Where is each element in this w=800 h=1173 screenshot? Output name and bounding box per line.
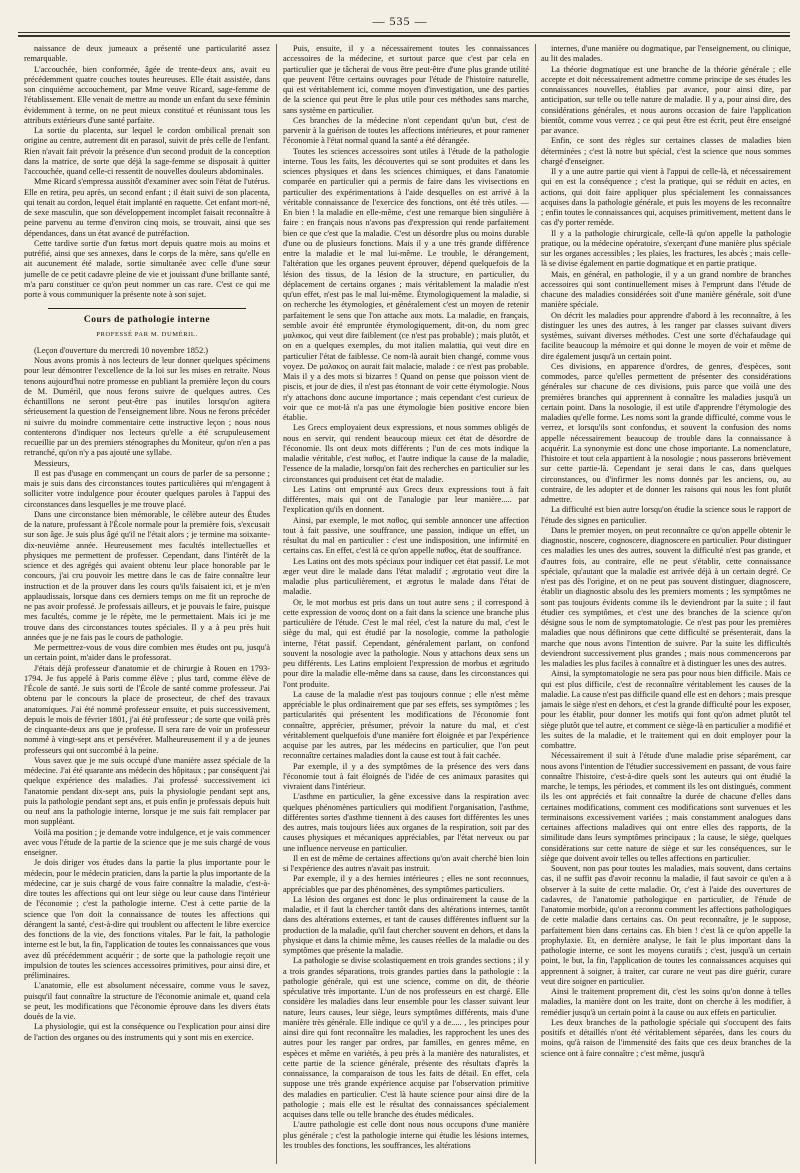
paragraph: Il est pas d'usage en commençant un cours de parler de sa personne ; mais je suis dans des circonstances toutes particulières qui m'engagent à solliciter votre indulgence pour écouter quelques paroles à l'appui des circonstances dans lesquelles je me trouve placé. <box>24 468 270 509</box>
paragraph: Il en est de même de certaines affections qu'on avait cherché bien loin si l'expérience des autres n'avait pas instruit. <box>283 853 529 873</box>
column-2 <box>283 44 529 1164</box>
paragraph: Les deux branches de la pathologie spéciale qui s'occupent des faits positifs et détaillés n'ont été véritablement séparées, dans les cours du moins, qu'à raison de l'immensité des faits que ces deux branches de la science ont à faire connaître ; c'est même, jusqu'à <box>541 1017 791 1058</box>
column-separator <box>276 44 277 1164</box>
paragraph: Il y a la pathologie chirurgicale, celle-là qu'on appelle la pathologie pratique, ou la médecine opératoire, s'exerçant d'une manière plus spéciale sur les organes accessibles ; les plaies, les fractures, les abcès ; mais celle-là se divise également en partie dogmatique et en partie pratique. <box>541 228 791 269</box>
paragraph: Ainsi le traitement proprement dit, c'est les soins qu'on donne à telles maladies, la manière dont on les traite, dont on cherche à les modifier, à remédier jusqu'à un certain point à la cause ou aux effets en particulier. <box>541 987 791 1017</box>
paragraph: Il y a une autre partie qui vient à l'appui de celle-là, et nécessairement qui en est la conséquence ; c'est la pratique, qui se réduit en actes, en actions, qui doit faire appliquer plus spécialement les connaissances acquises dans la pathologie générale, et puis les moyens de les reconnaître ; enfin toutes le connaissances qui, acquises primitivement, mettent dans le cas d'y porter remède. <box>541 167 791 228</box>
paragraph: La théorie dogmatique est une branche de la théorie générale ; elle accepte et doit nécessairement admettre comme principe de ses études les connaissances nouvelles, établies par avance, pour ainsi dire, par anticipation, sur telle ou telle nature de maladie. Il y a, pour ainsi dire, des considérations générales, et nous aurons occasion de faire l'application bientôt, comme vous verrez ; ce qui peut être est écrit, peut être enseigné par avance. <box>541 64 791 135</box>
paragraph: La lésion des organes est donc le plus ordinairement la cause de la maladie, et il faut la chercher tantôt dans des altérations internes, tantôt dans des altérations externes, et tant de causes différentes influent sur la production de la maladie, qu'il faut chercher souvent en dehors, et dans la physique et dans la chimie même, les causes réelles de la maladie ou des symptômes que présente la maladie. <box>283 894 529 955</box>
column-separator <box>535 44 536 1164</box>
paragraph: internes, d'une manière ou dogmatique, par l'enseignement, ou clinique, au lit des malades. <box>541 44 791 64</box>
paragraph: Ces branches de la médecine n'ont cependant qu'un but, c'est de parvenir à la guérison de toutes les affections intérieures, et pour ramener l'économie à l'état normal quand la santé a été dérangée. <box>283 115 529 146</box>
paragraph: J'étais déjà professeur d'anatomie et de chirurgie à Rouen en 1793-1794. Je fus appelé à Paris comme élève ; plus tard, comme élève de l'École de santé. Je suis sorti de l'École de santé comme professeur. J'ai obtenu par le concours la place de prosecteur, de chef des travaux anatomiques. J'ai été nommé professeur ensuite, et puis successivement, depuis le mois de février 1801, j'ai été professeur ; de sorte que voilà près de cinquante-deux ans que je professe. Il sera rare de voir un professeur nommé à vingt-sept ans et persévérer. Malheureusement il y a de jeunes professeurs qui ont succombé à la peine. <box>24 663 270 755</box>
paragraph: Nécessairement il suit à l'étude d'une maladie prise séparément, car nous avons l'intention de l'étudier successivement en passant, de vous faire connaître l'histoire, c'est-à-dire quels sont les auteurs qui ont étudié la marche, le temps, les périodes, et comment ils les ont distingués, comment ils les ont appréciés et fait connaître la durée de chacune d'elles dans certaines modifications, comment ces modifications sont survenues et les terminaisons excessivement variées ; mais constamment analogues dans certaines affections maladives qui ont entre elles des rapports, de la similitude dans leurs symptômes principaux ; la cause, le siège, quelques considérations sur cette nature de siège et sur les conséquences, sur le siège que doivent avoir telles ou telles affections en particulier. <box>541 751 791 863</box>
paragraph: La pathologie se divise scolastiquement en trois grandes sections ; il y a trois grandes séparations, trois grandes parties dans la pathologie : la pathologie générale, qui est une science, comme on dit, de théorie spéculative très importante. L'un de nos professeurs en est chargé. Elle considère les maladies dans leur ensemble pour les classer suivant leur nature, leurs causes, leur siège, leurs symptômes différents, mais d'une manière très générale. Elle indique ce qu'il y a de..... , les principes pour ainsi dire qui font reconnaître les maladies, les rapprochent les unes des autres pour les ranger par ordres, par familles, en genres même, en espèces et même en variétés, à peu près à la manière des naturalistes, et cette partie de la science générale, présente des résultats d'après la connaissance, la comparaison de tous les faits de détail. En effet, cela suppose une très grande expérience acquise par l'observation primitive des maladies en particulier. C'est là haute science pour ainsi dire de la pathologie ; mais elle est le résultat des connaissances spécialement acquises dans telle ou telle branche des études médicales. <box>283 956 529 1119</box>
paragraph: Toutes les sciences accessoires sont utiles à l'étude de la pathologie interne. Tous les faits, les découvertes qui se sont produites et dans les sciences physiques et dans les sciences chimiques, et dans l'anatomie comparée en particulier qui a permis de faire dans les vivisections en particulier des expérimentations à l'aide desquelles on est arrivé à la véritable connaissance de l'exercice des fonctions, ont été très utiles. — En bien ! la maladie en elle-même, c'est une remarque bien singulière à faire : en français nous n'avons pas d'expression qui rende parfaitement bien ce que c'est que la maladie. C'est un désordre plus ou moins durable d'une ou de plusieurs fonctions. Mais il y a une très grande différence entre la maladie et le mal lui-même. Le trouble, le dérangement, l'altération que les organes peuvent éprouver, dépend quelquefois de la lésion des tissus, de la lésion de la structure, en particulier, du déplacement de certains organes ; mais véritablement la maladie n'est qu'un effet, n'est pas le mal lui-même. Étymologiquement la maladie, si on recherche les étymologies, et généralement c'est un moyen de retenir parfaitement le sens que l'on attache aux mots. La maladie, en français, semble avoir été empruntée étymologiquement, dit-on, du nom grec μαλακος, qui veut dire faiblement (ce n'est pas probable) ; mais plutôt, et on en a quelques exemples, du mot italien malattia, qui veut dire en particulier l'état de faiblesse. Ce nom-là aurait bien changé, comme vous voyez. De μαλακος on aurait fait malacie, malade : ce n'est pas probable. Mais il y a des mots si bizarres ! Quand on pense que poisson vient de piscis, et jour de dies, il n'est pas étonnant de voir cette étymologie. Nous n'y attachons donc aucune importance ; mais cependant c'est curieux de voir que ce mot-là n'a pas une étymologie bien positive encore bien établie. <box>283 146 529 422</box>
paragraph: On décrit les maladies pour apprendre d'abord à les reconnaître, à les distinguer les unes des autres, à les ranger par classes suivant divers systèmes, suivant diverses méthodes. C'est une sorte d'échafaudage qui facilite beaucoup la mémoire et qui donne le moyen de voir et même de dire également jusqu'à un certain point. <box>541 310 791 361</box>
paragraph: Mme Ricard s'empressa aussitôt d'examiner avec soin l'état de l'utérus. Elle en retira, peu après, un second enfant ; il était suivi de son placenta, qui tenait au cordon, lequel était implanté en raquette. Cet enfant mort-né, de sexe masculin, que son développement incomplet faisait reconnaître à peine parvenu au terme d'environ cinq mois, se trouvait, ainsi que ses dépendances, dans un état avancé de putréfaction. <box>24 177 270 238</box>
paragraph: Voilà ma position ; je demande votre indulgence, et je vais commencer avec vous l'étude de la partie de la science que je me suis chargé de vous enseigner. <box>24 827 270 857</box>
paragraph: Vous savez que je me suis occupé d'une manière assez spéciale de la médecine. J'ai été quarante ans médecin des hôpitaux ; par conséquent j'ai quelque expérience des maladies. J'ai professé successivement ici l'anatomie pendant dix-sept ans, puis la physiologie pendant sept ans, puis la pathologie pendant sept ans, et puis enfin je professais depuis huit ou neuf ans la pathologie interne, lorsque je me suis fait remplacer par mon suppléant. <box>24 755 270 827</box>
paragraph: Puis, ensuite, il y a nécessairement toutes les connaissances accessoires de la médecine, et surtout parce que c'est par cela en particulier que je tâcherai de vous être peut-être d'une plus grande utilité que peuvent l'être certains ouvrages pour l'étude de l'histoire naturelle, qui est véritablement ici, comme moyen d'investigation, une des parties de la science qui peut être le plus utile pour ces méthodes sans marche, sans système en particulier. <box>283 44 529 115</box>
paragraph: Ces divisions, en apparence d'ordres, de genres, d'espèces, sont commodes, parce qu'elles permettent de présenter des considérations générales sur chacune de ces divisions, puis parce que voilà une des premières branches qui apprennent à connaître les maladies jusqu'à un certain point. Dans la nosologie, il est utile d'apprendre l'étymologie des maladies qu'elle forme. Les noms sont la grande difficulté, comme vous le verrez, et lorsqu'ils sont confondus, et souvent la confusion des noms appelle nécessairement beaucoup de trouble dans la connaissance à acquérir. La synonymie est donc une chose importante. La nomenclature, l'histoire et tout cela appartient à la nosologie ; nous passerons brièvement sur cette partie-là. Cependant je serai dans le cas, dans quelques circonstances, ou d'infirmer les noms donnés par les anciens, ou, au contraire, de les adopter et de donner les raisons qui nous les font plutôt admettre. <box>541 361 791 504</box>
paragraph: La physiologie, qui est la conséquence ou l'explication pour ainsi dire de l'action des organes ou des instruments qui y sont mis en exercice. <box>24 1022 270 1042</box>
lecture-body <box>24 356 270 1043</box>
section-lecture-date: (Leçon d'ouverture du mercredi 10 novembre 1852.) <box>34 345 209 355</box>
obstetric-note <box>24 44 270 300</box>
paragraph: Messieurs, <box>34 458 70 468</box>
paragraph: La difficulté est bien autre lorsqu'on étudie la science sous le rapport de l'étude des signes en particulier. <box>541 505 791 525</box>
column-3 <box>541 44 791 1164</box>
paragraph: Cette tardive sortie d'un fœtus mort depuis quatre mois au moins et putréfié, ainsi que ses annexes, dans le corps de la mère, sans qu'elle en ait aucunement été malade, sortie simultanée avec celle d'une sœur jumelle de ce petit cadavre pleine de vie et jouissant d'une brillante santé, m'a paru constituer ce qu'on peut nommer un cas rare. C'est ce qui me porte à vous communiquer la présente note à son sujet. <box>24 238 270 299</box>
section-title: Cours de pathologie interne <box>83 315 211 326</box>
paragraph: L'accouchée, bien conformée, âgée de trente-deux ans, avait eu précédemment quatre couches toutes heureuses. Elle était assistée, dans son cinquième accouchement, par Mme veuve Ricard, sage-femme de l'établissement. Elle venait de mettre au monde un enfant du sexe féminin évidemment à terme, on ne peut mieux constitué et réunissant tous les attributs extérieurs d'une santé parfaite. <box>24 64 270 125</box>
paragraph: Les Grecs employaient deux expressions, et nous sommes obligés de nous en servir, qui rendent beaucoup mieux cet état de désordre de l'économie. Ils ont deux mots différents ; l'un de ces mots indique la maladie véritable, c'est παθος, et l'autre indique la cause de la maladie, l'essence de la maladie, lorsqu'on fait des recherches en particulier sur les circonstances qui produisent cet état de maladie. <box>283 423 529 484</box>
paragraph: Je dois diriger vos études dans la partie la plus importante pour le médecin, pour le médecin praticien, dans la partie la plus importante de la médecine, car je suis chargé de vous faire connaître la maladie, c'est-à-dire toutes les affections qui ont leur siège ou leur cause dans l'intérieur de l'économie ; c'est la pathologie interne. C'est à cette partie de la science que l'on doit la connaissance de toutes les affections qui dérangent la santé, c'est-à-dire qui troublent ou affectent le libre exercice des fonctions de la vie, des fonctions vitales. Par le fait, la pathologie interne est le but, la fin, l'application de toutes les connaissances que vous avez dû précédemment acquérir ; de sorte que la pathologie reçoit une impulsion de toutes les sciences accessoires primitives, pour ainsi dire, et préliminaires. <box>24 858 270 980</box>
paragraph: Par exemple, il y a des hernies intérieures ; elles ne sont reconnues, appréciables que par des phénomènes, des symptômes particuliers. <box>283 874 529 894</box>
paragraph: La cause de la maladie n'est pas toujours connue ; elle n'est même appréciable le plus ordinairement que par ses effets, ses symptômes ; les particularités qui présentent les modifications de l'économie font connaître, apprécier, présumer, prévoir la nature du mal, et c'est véritablement quelquefois d'une manière fort éloignée et par l'expérience acquise par les autres, par les médecins en particulier, que l'on peut reconnaître certaines maladies dont la cause est tout à fait cachée. <box>283 689 529 761</box>
paragraph: Me permettrez-vous de vous dire combien mes études ont pu, jusqu'à un certain point, m'aider dans le professorat. <box>24 643 270 663</box>
lecture-body <box>541 44 791 1059</box>
column-1 <box>24 44 270 1164</box>
paragraph: Par exemple, il y a des symptômes de la présence des vers dans l'économie tout à fait éloignés de l'idée de ces animaux parasites qui vivraient dans l'intérieur. <box>283 761 529 791</box>
paragraph: Ainsi, par exemple, le mot παθος, qui semble annoncer une affection tout à fait passive, une souffrance, une passion, indique un effet, un résultat du mal en particulier : c'est une indisposition, une infirmité en certains cas. En effet, c'est là ce qu'on appelle παθος, état de souffrance. <box>283 515 529 556</box>
header-rule-thick <box>18 35 790 37</box>
paragraph: Souvent, non pas pour toutes les maladies, mais souvent, dans certains cas, il ne suffit pas d'avoir reconnu la maladie, il faut savoir ce qu'en a à observer à la suite de cette maladie. Or, c'est à l'aide des ouvertures de cadavres, de l'anatomie pathologique en particulier, de l'étude de l'anatomie morbide, qu'on a reconnu comment les affections pathologiques de cette maladie dans certains cas. On peut reconnaître, je le suppose, parfaitement bien dans certains cas. Eh bien ! c'est là ce qu'on appelle la prophylaxie. Et, en dernière analyse, le fait le plus important dans la pathologie interne, ce sont les moyens curatifs ; c'est, jusqu'à un certain point, le but, la fin, l'application de toutes les connaissances acquises qui apprennent à soigner, à traiter, car curare ne veut pas dire guérir, curare veut dire soigner en particulier. <box>541 864 791 986</box>
paragraph: Ainsi, la symptomatologie ne sera pas pour nous bien difficile. Mais ce qui est plus difficile, c'est de reconnaître véritablement les causes de la maladie. La cause n'est pas difficile quand elle est en dehors ; mais presque jamais le siège n'est en dehors, et c'est la grande difficulté pour les exposer, pour les établir, pour donner les motifs qui font qu'on admet plutôt tel siège plutôt que tel autre, et comment ce siège-là en particulier a modifié et les suites de la maladie, et le traitement qui en doit employer pour la combattre. <box>541 669 791 750</box>
paragraph: Mais, en général, en pathologie, il y a un grand nombre de branches accessoires qui sont continuellement mises à l'emprunt dans l'étude de chacune des maladies considérées soit d'une manière générale, soit d'une manière spéciale. <box>541 269 791 310</box>
paragraph: L'autre pathologie est celle dont nous nous occupons d'une manière plus générale ; c'est la pathologie interne qui étudie les lésions internes, les troubles des fonctions, les souffrances, les altérations <box>283 1120 529 1150</box>
lecture-body <box>283 44 529 1151</box>
paragraph: L'anatomie, elle est absolument nécessaire, comme vous le savez, puisqu'il faut connaître la structure de l'économie animale et, quand cela se peut, les modifications que l'économie éprouve dans les divers états doués de la vie. <box>24 981 270 1021</box>
paragraph: Enfin, ce sont des règles sur certaines classes de maladies bien déterminées ; c'est là notre but spécial, c'est la science que nous sommes chargé d'enseigner. <box>541 136 791 166</box>
paragraph: La sortie du placenta, sur lequel le cordon ombilical prenait son origine au centre, autrement dit en parasol, suivit de près celle de l'enfant. Rien n'avait fait prévoir la présence d'un second produit de la conception dans la matrice, de sorte que déjà la sage-femme se disposait à quitter l'accouchée, quand celle-ci ressentit de nouvelles douleurs abdominales. <box>24 126 270 176</box>
paragraph: naissance de deux jumeaux a présenté une particularité assez remarquable. <box>24 44 270 64</box>
paragraph: Les Latins ont emprunté aux Grecs deux expressions tout à fait différentes, mais qui ont de l'analogie par leur manière..... par l'explication qu'ils en donnent. <box>283 484 529 515</box>
section-author: PROFESSÉ PAR M. DUMÉRIL. <box>96 330 198 338</box>
paragraph: Or, le mot morbus est pris dans un tout autre sens ; il correspond à cette expression de νοσος dont on a fait dans la science une branche plus particulière de l'étude. C'est le mal réel, c'est la nature du mal, c'est le siège du mal, qui est étudié par la nosologie, comme la pathologie interne, l'état passif. Cependant, généralement parlant, on confond souvent la nosologie avec la pathologie. Nous y attachons deux sens un peu différents. Les Latins emploient l'expression de morbus et ægritudo pour dire la maladie elle-même dans sa cause, dans les circonstances qui l'ont produite. <box>283 597 529 689</box>
header-rule <box>18 32 790 33</box>
paragraph: Les Latins ont des mots spéciaux pour indiquer cet état passif. Le mot æger veut dire le malade dans l'état maladif ; ægrotatio veut dire la maladie plus particulièrement, et ægrotus le malade dans l'état de maladie. <box>283 556 529 597</box>
paragraph: Dans le premier moyen, on peut reconnaître ce qu'on appelle obtenir le diagnostic, noscere, cognoscere, diagnoscere en particulier. Pour distinguer ces maladies les unes des autres, souvent la difficulté n'est pas grande, et d'autres fois, au contraire, elle ne peut s'établir, cette connaissance spéciale, qu'autant que la maladie est arrivée déjà à un certain degré. Ce n'est pas dès l'origine, et on ne peut pas souvent distinguer, diagnoscere, établir un diagnostic absolu des les premiers moments ; les symptômes ne sont pas toujours évidents comme ils le deviendront par la suite ; il faut étudier ces symptômes, et c'est une des branches de la science qu'on désigne sous le nom de symptomatologie. Ce n'est pas pour les premières maladies que nous définirons que cette difficulté se présenterait, dans la marche que nous avons l'intention de suivre. Par la suite les difficultés deviendront successivement plus grandes ; mais nous commencerons par les maladies les plus faciles à connaître et à distinguer les unes des autres. <box>541 525 791 668</box>
paragraph: Nous avons promis à nos lecteurs de leur donner quelques spécimens pour leur démontrer l'excellence de la loi sur les mises en retraite. Nous tenons aujourd'hui notre promesse en publiant la première leçon du cours de M. Duméril, que nous ferons suivre de quelques autres. Ces échantillons ne seront peut-être pas inutiles lorsqu'on agitera sérieusement la question de l'enseignement libre. Nous ne ferons précéder ni suivre du moindre commentaire cette instructive leçon ; nous nous contenterons d'indiquer nos lecteurs qu'elle a été scrupuleusement recueillie par un des premiers sténographes du Moniteur, qu'on n'en a pas retranché, qu'on n'y a pas ajouté une syllabe. <box>24 356 270 458</box>
page-number: — 535 — <box>372 14 428 28</box>
paragraph: L'asthme en particulier, la gêne excessive dans la respiration avec quelques phénomènes particuliers qui modifient l'organisation, l'asthme, différentes sortes d'asthme tiennent à des causes fort différentes les unes des autres, mais toujours liées aux organes de la respiration, soit par des causes physiques et mécaniques appréciables, par l'état nerveux ou par une influence nerveuse en particulier. <box>283 792 529 853</box>
section-divider <box>48 308 246 309</box>
paragraph: Dans une circonstance bien mémorable, le célèbre auteur des Études de la nature, professant à l'École normale pour la première fois, s'excusait sur son âge. Je suis plus âgé qu'il ne l'était alors ; je termine ma soixante-dix-neuvième année. Heureusement mes facultés intellectuelles et physiques me permettent de professer. Cependant, dans l'intérêt de la science et des agrégés qui avaient obtenu leur place honorable par le concours, j'ai cru pouvoir les mettre dans le cas de faire connaître leur instruction et de la prouver dans les cours qu'ils faisaient ici, et je m'en applaudissais, lorsque dans ces derniers temps on me fit un reproche de ne pas avoir professé. Je professais ailleurs, et je pouvais le faire, puisque mes facultés, comme je le répète, me le permettaient. Mais ici je me trouve dans des circonstances toutes spéciales. Il y a à peu près huit années que je ne fais pas le cours de pathologie. <box>24 509 270 642</box>
